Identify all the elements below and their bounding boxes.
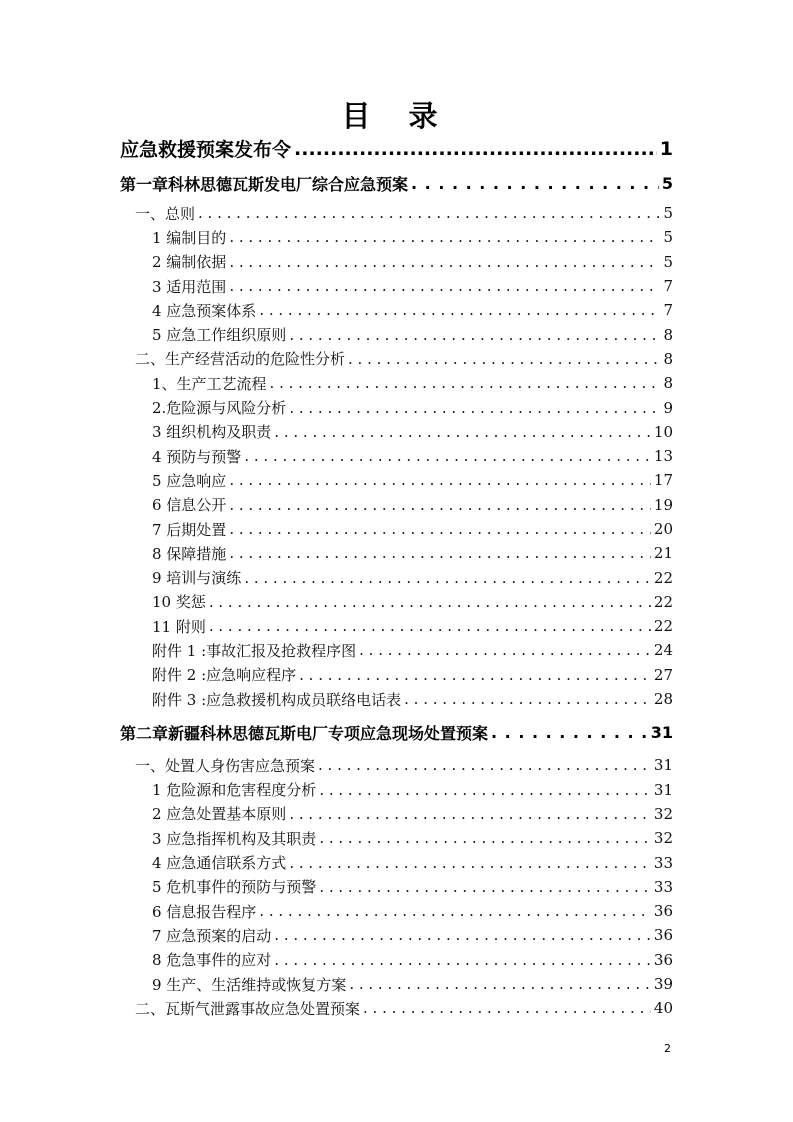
toc-entry-label: 二、瓦斯气泄露事故应急处置预案: [135, 999, 361, 1018]
toc-subsection-entry[interactable]: [120, 614, 673, 638]
dot-leader: [229, 544, 651, 562]
toc-entry-label: 1 危险源和危害程度分析: [152, 781, 317, 800]
toc-entry-page: 33: [653, 853, 673, 872]
toc-entry-page: 24: [653, 641, 673, 660]
toc-subsection-entry[interactable]: [120, 274, 673, 298]
dot-leader: [289, 326, 660, 344]
dot-leader: [274, 951, 651, 969]
toc-entry-page: 22: [653, 592, 673, 611]
toc-subsection-entry[interactable]: [120, 875, 673, 899]
toc-entry-page: 36: [653, 926, 673, 945]
dot-leader: [359, 641, 651, 659]
dot-leader: [289, 399, 660, 417]
dot-leader: [319, 829, 651, 847]
toc-entry-label: 1 编制目的: [152, 228, 227, 247]
toc-subsection-entry[interactable]: [120, 517, 673, 541]
toc-subsection-entry[interactable]: [120, 802, 673, 826]
toc-entry-page: 10: [653, 422, 673, 441]
toc-entry-label: 附件 2 :应急响应程序: [152, 666, 297, 685]
dot-leader: [229, 496, 651, 514]
toc-entry-label: 6 信息报告程序: [152, 902, 257, 921]
toc-chapter-entry[interactable]: [120, 165, 673, 201]
toc-entry-page: 22: [653, 617, 673, 636]
toc-entry-label: 附件 3 :应急救援机构成员联络电话表: [152, 690, 402, 709]
toc-entry-page: 13: [653, 447, 673, 466]
toc-subsection-entry[interactable]: [120, 565, 673, 589]
toc-entry-label: 9 培训与演练: [152, 569, 242, 588]
toc-entry-page: 7: [663, 277, 673, 296]
toc-subsection-entry[interactable]: [120, 826, 673, 850]
toc-entry-label: 1、生产工艺流程: [152, 374, 267, 393]
toc-entry-label: 7 后期处置: [152, 520, 227, 539]
toc-title: 目 录: [341, 99, 452, 133]
toc-entry-page: 5: [663, 204, 673, 223]
toc-entry-label: 11 附则: [152, 617, 206, 636]
toc-entry-page: 36: [653, 950, 673, 969]
toc-subsection-entry[interactable]: [120, 444, 673, 468]
toc-entry-label: 7 应急预案的启动: [152, 926, 272, 945]
toc-entry-label: 4 应急预案体系: [152, 301, 257, 320]
toc-entry-label: 5 应急工作组织原则: [152, 326, 287, 345]
dot-leader: [259, 301, 660, 319]
toc-entry-page: 8: [663, 349, 673, 368]
dot-leader: [404, 690, 651, 708]
dot-leader: [229, 228, 660, 246]
toc-subsection-entry[interactable]: [120, 468, 673, 492]
dot-leader: [289, 805, 651, 823]
dot-leader: [363, 999, 651, 1017]
toc-entry-page: 22: [653, 568, 673, 587]
dot-leader: [259, 902, 651, 920]
toc-entry-label: 第二章新疆科林思德瓦斯电厂专项应急现场处置预案: [120, 723, 489, 743]
toc-entry-label: 3 应急指挥机构及其职责: [152, 829, 317, 848]
toc-subsection-entry[interactable]: [120, 850, 673, 874]
toc-entry-page: 20: [653, 520, 673, 538]
toc-entry-label: 8 危急事件的应对: [152, 951, 272, 970]
toc-subsection-entry[interactable]: [120, 778, 673, 802]
toc-entry-page: 31: [653, 756, 673, 775]
dot-leader: [274, 423, 651, 441]
toc-entry-label: 二、生产经营活动的危险性分析: [135, 350, 346, 369]
toc-entry-page: 5: [661, 173, 673, 193]
page-number: 2: [664, 1042, 671, 1055]
toc-entry-page: 1: [659, 137, 673, 160]
toc-entry-page: 5: [663, 252, 673, 271]
toc-entry-page: 17: [653, 471, 673, 490]
toc-entry-page: 7: [663, 301, 673, 320]
dot-leader: [270, 374, 661, 392]
dot-leader: [229, 277, 660, 295]
toc-entry-label: 5 应急响应: [152, 471, 227, 490]
dot-leader: [349, 975, 651, 993]
toc-subsection-entry[interactable]: [120, 687, 673, 711]
toc-entry-label: 3 适用范围: [152, 277, 227, 296]
toc-entry-label: 9 生产、生活维持或恢复方案: [152, 975, 347, 994]
dot-leader: [348, 350, 660, 368]
toc-entry-label: 4 预防与预警: [152, 447, 242, 466]
toc-entry-page: 32: [653, 829, 673, 848]
toc-entry-page: 8: [663, 374, 673, 393]
toc-entry-page: 19: [653, 495, 673, 514]
dot-leader: [491, 723, 648, 742]
toc-subsection-entry[interactable]: [120, 948, 673, 972]
toc-entry-page: 32: [653, 804, 673, 823]
toc-chapter-entry[interactable]: [120, 711, 673, 753]
dot-leader: [411, 174, 659, 193]
dot-leader: [229, 520, 651, 538]
toc-subsection-entry[interactable]: [120, 493, 673, 517]
toc-entry-page: 33: [653, 877, 673, 896]
toc-subsection-entry[interactable]: [120, 541, 673, 565]
dot-leader: [299, 666, 651, 684]
dot-leader: [244, 447, 651, 465]
dot-leader: [229, 471, 651, 489]
toc-entry-page: 8: [663, 325, 673, 344]
toc-entry-label: 8 保障措施: [152, 544, 227, 563]
toc-entry-label: 2.危险源与风险分析: [152, 399, 287, 418]
dot-leader: [318, 756, 651, 774]
table-of-contents: [120, 132, 673, 1021]
dot-leader: [294, 138, 657, 160]
toc-subsection-entry[interactable]: [120, 250, 673, 274]
toc-subsection-entry[interactable]: [120, 420, 673, 444]
toc-entry-page: 9: [663, 398, 673, 417]
toc-entry-page: 31: [650, 722, 673, 742]
toc-entry-page: 40: [653, 999, 673, 1018]
dot-leader: [319, 781, 651, 799]
dot-leader: [244, 569, 651, 587]
toc-subsection-entry[interactable]: [120, 395, 673, 419]
toc-entry-label: 2 应急处置基本原则: [152, 805, 287, 824]
toc-section-entry[interactable]: [120, 201, 673, 225]
toc-section-entry[interactable]: [120, 996, 673, 1020]
toc-entry-label: 6 信息公开: [152, 496, 227, 515]
toc-entry-label: 应急救援预案发布令: [120, 139, 292, 161]
toc-subsection-entry[interactable]: [120, 298, 673, 322]
dot-leader: [319, 878, 651, 896]
dot-leader: [198, 204, 660, 222]
toc-subsection-entry[interactable]: [120, 923, 673, 947]
toc-entry-page: 39: [653, 975, 673, 994]
toc-subsection-entry[interactable]: [120, 972, 673, 996]
dot-leader: [229, 253, 660, 271]
dot-leader: [209, 617, 651, 635]
toc-entry-label: 一、总则: [135, 204, 196, 223]
toc-entry-label: 2 编制依据: [152, 253, 227, 272]
toc-section-entry[interactable]: [120, 753, 673, 777]
toc-entry-page: 31: [653, 780, 673, 799]
toc-entry-label: 一、处置人身伤害应急预案: [135, 756, 316, 775]
dot-leader: [289, 854, 651, 872]
toc-entry-label: 附件 1 :事故汇报及抢救程序图: [152, 641, 357, 660]
toc-entry-label: 4 应急通信联系方式: [152, 854, 287, 873]
toc-entry-label: 第一章科林思德瓦斯发电厂综合应急预案: [120, 174, 409, 194]
toc-subsection-entry[interactable]: [120, 590, 673, 614]
toc-entry-page: 27: [653, 665, 673, 684]
toc-subsection-entry[interactable]: [120, 322, 673, 346]
toc-section-entry[interactable]: [120, 347, 673, 371]
toc-entry-page: 5: [663, 228, 673, 247]
toc-entry-page: 21: [653, 544, 673, 563]
toc-subsection-entry[interactable]: [120, 663, 673, 687]
toc-entry-label: 5 危机事件的预防与预警: [152, 878, 317, 897]
dot-leader: [209, 593, 651, 611]
toc-subsection-entry[interactable]: [120, 225, 673, 249]
toc-entry-label: 10 奖惩: [152, 593, 206, 612]
toc-entry-page: 28: [653, 690, 673, 709]
toc-subsection-entry[interactable]: [120, 899, 673, 923]
dot-leader: [274, 926, 651, 944]
toc-entry-label: 3 组织机构及职责: [152, 423, 272, 442]
toc-subsection-entry[interactable]: [120, 371, 673, 395]
toc-chapter-entry[interactable]: [120, 132, 673, 165]
toc-subsection-entry[interactable]: [120, 638, 673, 662]
toc-entry-page: 36: [653, 902, 673, 921]
